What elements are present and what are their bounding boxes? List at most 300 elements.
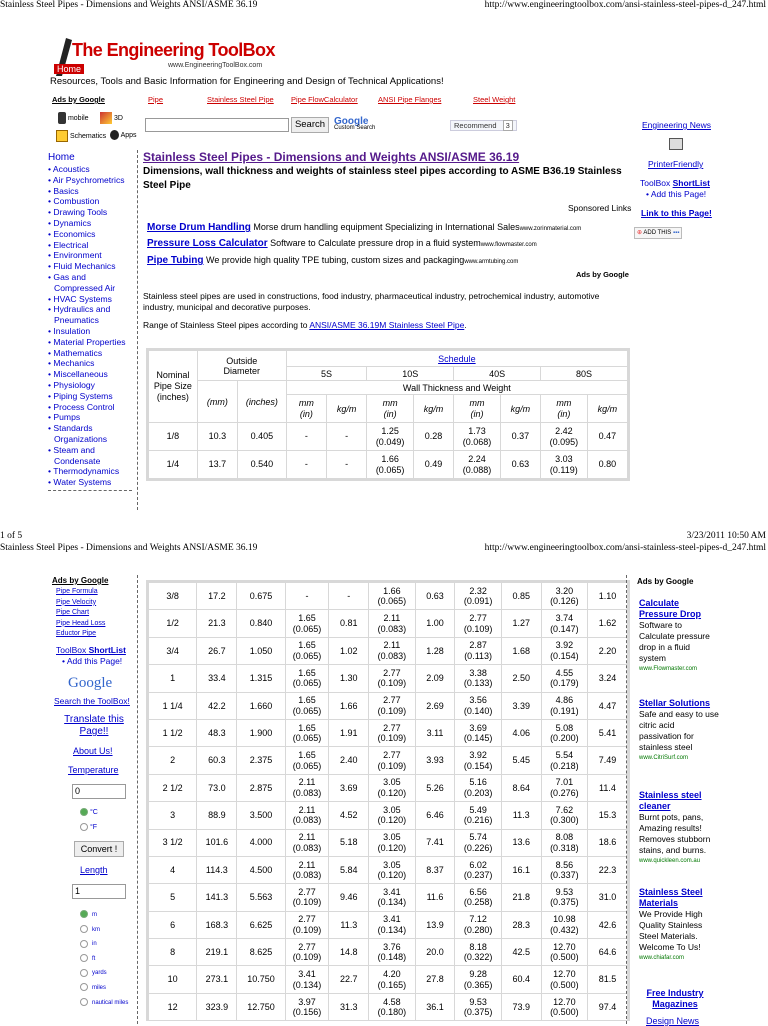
nav-item[interactable]: • Standards Organizations [48,423,108,444]
page2-ad-link[interactable]: Eductor Pipe [56,630,97,637]
schematics-icon [56,130,68,142]
table-cell: 4.47 [587,692,627,719]
length-unit-option[interactable]: yards [80,966,128,981]
table-cell: 1.91 [329,719,369,746]
page2-sponsored-ad[interactable] [639,887,719,985]
radio-f[interactable] [80,823,88,831]
table-cell: 2 1/2 [149,774,197,801]
table-cell: 28.3 [501,911,541,938]
page2-ad-url: www.quickleen.com.au [639,858,701,864]
table-cell: 3.39 [501,692,541,719]
page2-sponsored-ad[interactable] [639,698,719,790]
translate-link[interactable]: Translate this Page!! [64,714,124,737]
table-cell: 1.66 (0.065) [369,583,415,610]
table-cell: 4.55 (0.179) [541,665,587,692]
table-cell: 5.08 (0.200) [541,719,587,746]
ad-1-title[interactable]: Morse Drum Handling [147,222,251,233]
table-cell: 3.97 (0.156) [285,993,329,1020]
table-cell: 0.63 [415,583,455,610]
table-cell: 6.46 [415,802,455,829]
table-cell: 3.05 (0.120) [369,774,415,801]
table-cell: 0.63 [500,451,540,479]
nav-item[interactable]: • Acoustics [48,164,90,174]
table-cell: 1.65 (0.065) [285,719,329,746]
table-cell: 48.3 [197,719,237,746]
table-cell: 22.7 [329,966,369,993]
table-cell: 2.32 (0.091) [455,583,501,610]
table-cell: 1.65 (0.065) [285,665,329,692]
table-row [149,911,628,938]
search-toolbox-link[interactable]: Search the ToolBox! [54,696,130,706]
page2-ad-text: Burnt pots, pans, Amazing results! Removes stubborn stains, and burns. [639,812,711,855]
page2-ad-link[interactable]: Pipe Formula [56,588,98,595]
tagline: Resources, Tools and Basic Information for Engineering and Design of Technical Applications! [50,76,444,87]
table-cell: 0.80 [587,451,627,479]
table-cell: 10.98 (0.432) [541,911,587,938]
table-cell: 9.28 (0.365) [455,966,501,993]
table-cell: 7.41 [415,829,455,856]
page2-ad-link[interactable]: Pipe Velocity [56,598,97,606]
pipe-table-continued [148,582,628,1021]
table-cell: 2.77 (0.109) [369,692,415,719]
page2-left-divider [137,575,138,1024]
sponsored-ad-1[interactable]: Morse Drum Handling Morse drum handling equipment Specializing in International Saleswww.zorinmaterial.com [147,222,582,233]
table-cell: 14.8 [329,939,369,966]
page2-toolbox-shortlist[interactable]: ToolBox ShortList [56,645,126,655]
table-cell: 1.62 [587,610,627,637]
table-cell: 9.53 (0.375) [455,993,501,1020]
table-cell: 1.315 [237,665,285,692]
table-cell: 3.38 (0.133) [455,665,501,692]
google-search-logo: Google [68,675,113,691]
sponsored-ad-3[interactable]: Pipe Tubing We provide high quality TPE tubing, custom sizes and packagingwww.armtubing.com [147,255,519,266]
length-unit-option[interactable]: miles [80,981,128,996]
table-row [149,993,628,1020]
nav-item[interactable]: • Process Control [48,401,115,412]
unit-kgm: kg/m [500,395,540,423]
table-row [149,747,628,774]
table-cell: 73.0 [197,774,237,801]
pipe-table [148,350,628,479]
table-cell: 6.56 (0.258) [455,884,501,911]
print-header-url-2: http://www.engineeringtoolbox.com/ansi-stainless-steel-pipes-d_247.html [484,543,766,553]
page2-right-ads-by[interactable]: Ads by Google [637,577,694,586]
table-row [149,423,628,451]
top-nav-pipe[interactable]: Pipe [148,95,164,104]
table-row [149,665,628,692]
page-subtitle: Dimensions, wall thickness and weights of stainless steel pipes according to ASME B36.19 Stainless Steel Pipe [143,166,622,191]
page2-ad-title[interactable]: Calculate Pressure Drop [639,598,702,619]
page2-ad-title[interactable]: Stainless Steel Materials [639,887,703,908]
table-cell: 8 [149,939,197,966]
table-cell: 1.25 (0.049) [367,423,414,451]
table-cell: - [285,583,329,610]
table-cell: 3.41 (0.134) [369,884,415,911]
pipe-table-part-1 [146,348,630,481]
top-nav-pipe-flow-calculator[interactable]: Pipe FlowCalculator [291,95,358,104]
nav-item[interactable]: • Steam and Condensate [48,444,101,466]
table-cell: 3 1/2 [149,829,197,856]
google-custom-search: Google Custom Search [334,116,376,131]
table-cell: 3.69 (0.145) [455,719,501,746]
table-cell: 2.40 [329,747,369,774]
table-cell: 33.4 [197,665,237,692]
nav-item[interactable]: • Economics [48,228,96,239]
table-cell: 1.66 (0.065) [367,451,414,479]
page2-sponsored-ad[interactable] [639,790,719,887]
length-units [80,908,128,1010]
temperature-input[interactable]: 0 [72,784,126,799]
table-cell: 5.26 [415,774,455,801]
table-cell: 8.625 [237,939,285,966]
table-cell: 2.09 [415,665,455,692]
unit-kgm: kg/m [413,395,453,423]
logo[interactable] [52,36,275,80]
table-cell: 3.69 [329,774,369,801]
engineering-news-link[interactable]: Engineering News [642,120,711,130]
od-unit-inches: (inches) [238,381,287,423]
recommend-count: 3 [503,120,513,131]
table-cell: 2 [149,747,197,774]
table-cell: 5.84 [329,856,369,883]
top-nav-stainless-steel-pipe[interactable]: Stainless Steel Pipe [207,95,274,104]
top-nav-ansi-pipe-flanges[interactable]: ANSI Pipe Flanges [378,95,442,104]
table-row [149,451,628,479]
page2-ads-by-google[interactable]: Ads by Google [52,576,109,585]
table-cell: 0.405 [238,423,287,451]
table-cell: 5.74 (0.226) [455,829,501,856]
unit-kgm: kg/m [587,395,627,423]
table-cell: 5 [149,884,197,911]
table-cell: 3/4 [149,637,197,664]
table-cell: 0.37 [500,423,540,451]
nav-item[interactable]: • Physiology [48,379,95,390]
table-cell: 16.1 [501,856,541,883]
table-cell: 3.92 (0.154) [455,747,501,774]
radio-button[interactable] [80,910,88,918]
table-cell: 5.563 [237,884,285,911]
nav-item[interactable]: • Fluid Mechanics [48,261,116,272]
print-footer-datetime: 3/23/2011 10:50 AM [686,531,766,541]
radio-button[interactable] [80,969,88,977]
table-cell: 219.1 [197,939,237,966]
table-row [149,637,628,664]
schedule-10s: 10S [367,367,454,381]
table-cell: 21.8 [501,884,541,911]
nav-item[interactable]: • Electrical [48,239,89,250]
table-cell: 12 [149,993,197,1020]
page2-ad-link[interactable]: Pipe Head Loss [56,619,106,627]
nav-item[interactable]: • Thermodynamics [48,466,120,477]
nav-item[interactable]: • Miscellaneous [48,369,108,380]
table-cell: 1.68 [501,637,541,664]
table-cell: 1.30 [329,665,369,692]
table-cell: 6.02 (0.237) [455,856,501,883]
schedule-header-link[interactable]: Schedule [286,351,627,367]
search-input[interactable] [145,118,289,132]
table-cell: 26.7 [197,637,237,664]
table-cell: 2.77 (0.109) [455,610,501,637]
outside-diameter-header: Outside Diameter [197,351,286,381]
category-list [48,164,136,488]
nav-item[interactable]: • Insulation [48,325,91,336]
recommend-button[interactable]: Recommend 3 [450,120,517,131]
table-cell: 1.27 [501,610,541,637]
table-cell: 2.77 (0.109) [369,719,415,746]
mobile-icon [58,112,66,124]
table-cell: 2.77 (0.109) [285,884,329,911]
table-cell: 4.52 [329,802,369,829]
table-cell: 4.20 (0.165) [369,966,415,993]
table-row [149,692,628,719]
logo-home-link[interactable]: Home [54,64,84,74]
table-cell: 1.65 (0.065) [285,692,329,719]
table-cell: 9.53 (0.375) [541,884,587,911]
nav-item[interactable]: • Material Properties [48,336,126,347]
length-unit-option[interactable]: m [80,908,128,923]
radio-c[interactable] [80,808,88,816]
apps-link[interactable]: Apps [110,130,137,140]
ad-2-title[interactable]: Pressure Loss Calculator [147,238,268,249]
print-footer-page: 1 of 5 [0,531,23,541]
table-cell: 3.56 (0.140) [455,692,501,719]
table-cell: 3.92 (0.154) [541,637,587,664]
table-cell: 8.18 (0.322) [455,939,501,966]
table-cell: 1/4 [149,451,198,479]
table-cell: 20.0 [415,939,455,966]
length-unit-option[interactable]: km [80,923,128,938]
page2-ad-text: We Provide High Quality Stainless Steel Materials. Welcome To Us! [639,909,703,952]
length-link[interactable]: Length [80,865,108,875]
schedule-40s: 40S [454,367,541,381]
table-cell: 1.050 [237,637,285,664]
table-cell: 15.3 [587,802,627,829]
left-nav [48,152,136,491]
table-cell: 2.375 [237,747,285,774]
ads-by-google-label[interactable]: Ads by Google [576,270,629,279]
printer-friendly-link[interactable]: PrinterFriendly [648,159,704,169]
table-row [149,939,628,966]
toolbox-shortlist-link[interactable]: ToolBox ShortList [640,178,710,188]
convert-button[interactable]: Convert ! [74,841,124,857]
length-unit-option[interactable]: in [80,937,128,952]
nav-divider [48,490,132,491]
table-cell: 5.45 [501,747,541,774]
nav-home[interactable]: Home [48,152,75,163]
table-cell: 31.0 [587,884,627,911]
table-cell: 2.20 [587,637,627,664]
table-cell: 18.6 [587,829,627,856]
radio-button[interactable] [80,983,88,991]
top-nav-ads-by-google[interactable]: Ads by Google [52,95,105,104]
table-row [149,884,628,911]
radio-button[interactable] [80,940,88,948]
nav-item[interactable]: • Water Systems [48,477,112,488]
table-cell: 1 1/2 [149,719,197,746]
temp-unit-f[interactable]: °F [80,823,97,831]
nav-item[interactable]: • Mechanics [48,358,95,369]
table-cell: 1.66 [329,692,369,719]
nav-item[interactable]: • Combustion [48,196,100,207]
radio-button[interactable] [80,954,88,962]
table-cell: 3.41 (0.134) [369,911,415,938]
table-cell: 11.4 [587,774,627,801]
table-cell: - [327,423,367,451]
search-button[interactable]: Search [291,117,329,133]
nav-item[interactable]: • Drawing Tools [48,207,108,218]
page1-column-divider [137,150,138,510]
table-cell: 5.49 (0.216) [455,802,501,829]
logo-title: The Engineering ToolBox [72,40,275,60]
link-to-page-link[interactable]: Link to this Page! [641,208,712,218]
share-icons: ▪▪▪ [672,230,680,236]
table-cell: 2.77 (0.109) [369,665,415,692]
3d-link[interactable]: 3D [100,112,123,124]
table-cell: 3.93 [415,747,455,774]
table-cell: 141.3 [197,884,237,911]
table-cell: 11.6 [415,884,455,911]
table-cell: 4.000 [237,829,285,856]
table-cell: 323.9 [197,993,237,1020]
table-cell: 1.65 (0.065) [285,610,329,637]
page2-ad-text: Safe and easy to use citric acid passivation for stainless steel [639,709,719,752]
nav-item[interactable]: • Environment [48,250,102,261]
page2-sponsored-ad[interactable] [639,598,719,698]
table-cell: 5.18 [329,829,369,856]
table-cell: 0.675 [237,583,285,610]
table-cell: 3.76 (0.148) [369,939,415,966]
schedule-5s: 5S [286,367,367,381]
table-cell: 8.37 [415,856,455,883]
table-cell: 10.750 [237,966,285,993]
free-magazines-link[interactable]: Free Industry Magazines [646,988,704,1009]
length-unit-option[interactable]: nautical miles [80,996,128,1011]
table-cell: 5.16 (0.203) [455,774,501,801]
table-cell: 7.12 (0.280) [455,911,501,938]
table-cell: 27.8 [415,966,455,993]
table-cell: 7.49 [587,747,627,774]
table-cell: 2.875 [237,774,285,801]
about-us-link[interactable]: About Us! [73,746,113,756]
nominal-size-header: Nominal Pipe Size (inches) [149,351,198,423]
page-title[interactable]: Stainless Steel Pipes - Dimensions and Weights ANSI/ASME 36.19 [143,150,520,164]
table-cell: 2.50 [501,665,541,692]
table-row [149,719,628,746]
table-row [149,610,628,637]
table-cell: 1.10 [587,583,627,610]
table-cell: 3.41 (0.134) [285,966,329,993]
page2-ad-link[interactable]: Pipe Chart [56,609,90,616]
table-cell: 5.41 [587,719,627,746]
table-cell: 1/2 [149,610,197,637]
table-cell: 2.11 (0.083) [285,829,329,856]
table-cell: 3 [149,802,197,829]
table-cell: 31.3 [329,993,369,1020]
sponsored-ad-2[interactable]: Pressure Loss Calculator Software to Calculate pressure drop in a fluid systemwww.flowmaster.com [147,238,537,249]
nav-item[interactable]: • Gas and Compressed Air [48,271,116,293]
page2-ad-text: Software to Calculate pressure drop in a fluid system [639,620,710,663]
table-cell: 3.20 (0.126) [541,583,587,610]
table-row [149,583,628,610]
ansi-standard-link[interactable]: ANSI/ASME 36.19M Stainless Steel Pipe [309,320,465,330]
nav-item[interactable]: • Pumps [48,412,81,423]
add-this-page-link[interactable]: • Add this Page! [646,189,707,199]
nav-item[interactable]: • Basics [48,185,79,196]
radio-button[interactable] [80,998,88,1006]
table-cell: - [286,451,326,479]
table-body-1 [149,423,628,479]
table-cell: 3.05 (0.120) [369,802,415,829]
table-cell: 1.900 [237,719,285,746]
nav-item[interactable]: • Dynamics [48,217,92,228]
pipe-table-part-2 [146,580,630,1021]
nav-item[interactable]: • Hydraulics and Pneumatics [48,304,111,326]
page2-right-divider [626,575,627,1024]
schedule-80s: 80S [541,367,628,381]
nav-item[interactable]: • Air Psychrometrics [48,174,125,185]
table-cell: 13.7 [197,451,237,479]
unit-mm-in: mm (in) [541,395,588,423]
unit-mm-in: mm (in) [454,395,501,423]
length-unit-option[interactable]: ft [80,952,128,967]
table-row [149,829,628,856]
nav-item[interactable]: • HVAC Systems [48,293,112,304]
table-cell: 1.28 [415,637,455,664]
top-nav-steel-weight[interactable]: Steel Weight [473,95,516,104]
table-cell: 12.70 (0.500) [541,966,587,993]
page2-ad-url: www.CitriSurf.com [639,755,689,761]
table-cell: 6.625 [237,911,285,938]
table-cell: 12.750 [237,993,285,1020]
print-header-title: Stainless Steel Pipes - Dimensions and Weights ANSI/ASME 36.19 [0,0,258,10]
table-cell: 0.28 [413,423,453,451]
mobile-link[interactable]: mobile [58,112,89,124]
table-cell: 5.54 (0.218) [541,747,587,774]
table-cell: 2.11 (0.083) [369,610,415,637]
range-paragraph: Range of Stainless Steel pipes according to ANSI/ASME 36.19M Stainless Steel Pipe. [143,320,467,330]
table-cell: - [327,451,367,479]
addthis-button[interactable]: ⊕ ADD THIS ▪▪▪ [634,227,682,239]
table-cell: 42.2 [197,692,237,719]
table-cell: 4 [149,856,197,883]
radio-button[interactable] [80,925,88,933]
nav-item[interactable]: • Piping Systems [48,390,113,401]
table-cell: 0.81 [329,610,369,637]
table-cell: 114.3 [197,856,237,883]
table-cell: 88.9 [197,802,237,829]
length-input[interactable]: 1 [72,884,126,899]
table-cell: 3/8 [149,583,197,610]
page2-add-page[interactable]: • Add this Page! [62,656,123,666]
page2-ad-title[interactable]: Stainless steel cleaner [639,790,702,811]
table-cell: 10.3 [197,423,237,451]
page2-ad-title[interactable]: Stellar Solutions [639,698,711,708]
nav-item[interactable]: • Mathematics [48,347,103,358]
printer-icon[interactable] [669,138,683,150]
table-row [149,966,628,993]
table-cell: 13.9 [415,911,455,938]
ad-3-title[interactable]: Pipe Tubing [147,255,204,266]
table-row [149,802,628,829]
temp-unit-c[interactable]: °C [80,808,98,816]
table-cell: 4.06 [501,719,541,746]
unit-mm-in: mm (in) [286,395,326,423]
schematics-link[interactable]: Schematics [56,130,106,142]
design-news-link[interactable]: Design News [646,1016,700,1026]
temperature-link[interactable]: Temperature [68,765,119,775]
table-cell: 7.62 (0.300) [541,802,587,829]
table-cell: 1 [149,665,197,692]
